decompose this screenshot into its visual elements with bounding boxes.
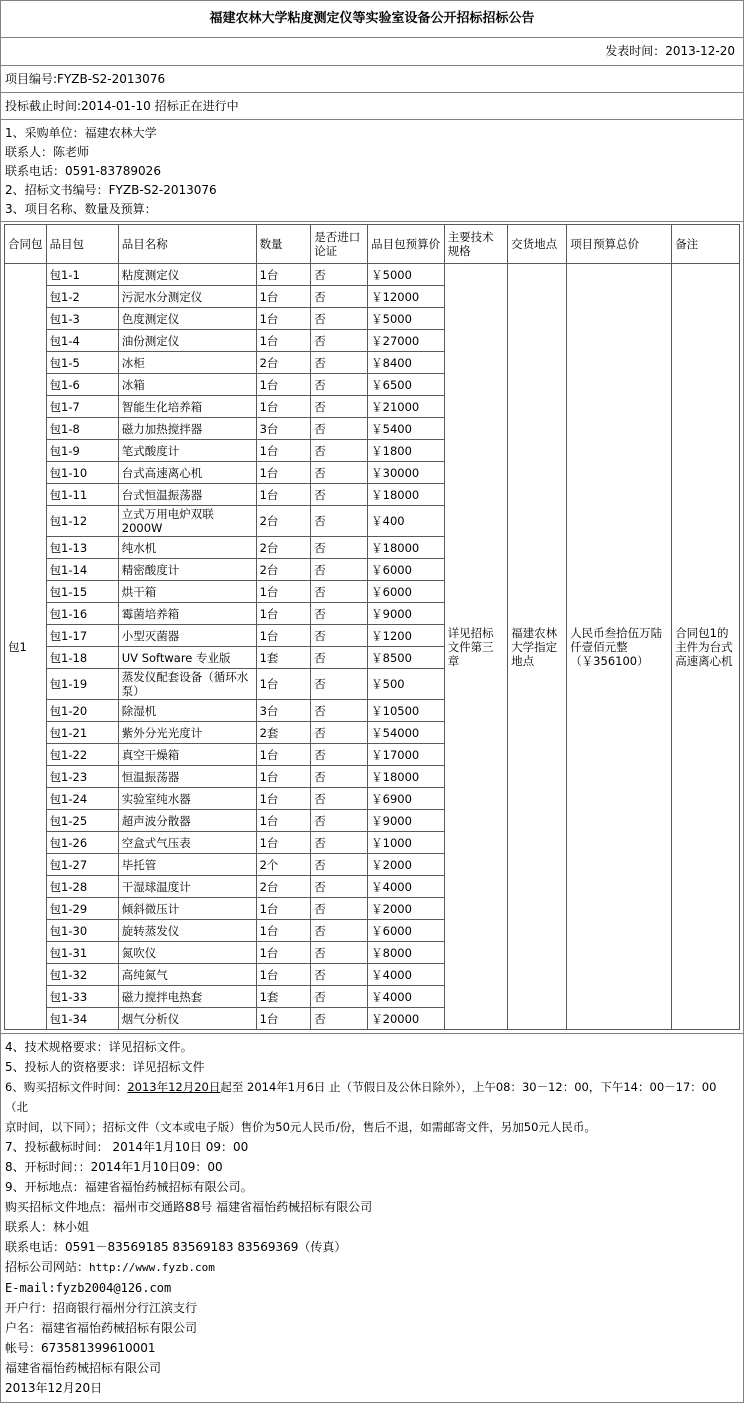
cell-quantity: 1台 (256, 942, 311, 964)
cell-main-tech-spec: 详见招标文件第三章 (444, 264, 507, 1030)
cell-budget-price: ￥500 (368, 669, 445, 700)
note-bid-opening-time: 8、开标时间：：2014年1月10日09：00 (5, 1160, 223, 1174)
cell-item-name: 粘度测定仪 (118, 264, 256, 286)
cell-import-argument: 否 (311, 810, 368, 832)
cell-import-argument: 否 (311, 920, 368, 942)
cell-item-package: 包1-23 (46, 766, 118, 788)
cell-item-package: 包1-26 (46, 832, 118, 854)
cell-item-name: 毕托管 (118, 854, 256, 876)
cell-import-argument: 否 (311, 330, 368, 352)
cell-item-package: 包1-14 (46, 559, 118, 581)
cell-item-package: 包1-13 (46, 537, 118, 559)
cell-item-package: 包1-16 (46, 603, 118, 625)
cell-item-name: 色度测定仪 (118, 308, 256, 330)
cell-quantity: 1台 (256, 744, 311, 766)
cell-item-name: 磁力加热搅拌器 (118, 418, 256, 440)
note-bidder-qualification: 5、投标人的资格要求：详见招标文件 (5, 1060, 205, 1074)
cell-item-package: 包1-11 (46, 484, 118, 506)
cell-item-name: 烟气分析仪 (118, 1008, 256, 1030)
cell-import-argument: 否 (311, 374, 368, 396)
cell-quantity: 1台 (256, 898, 311, 920)
cell-budget-price: ￥6900 (368, 788, 445, 810)
cell-import-argument: 否 (311, 352, 368, 374)
cell-item-name: 冰箱 (118, 374, 256, 396)
cell-item-package: 包1-20 (46, 700, 118, 722)
table-header-row (5, 225, 740, 264)
cell-quantity: 1台 (256, 374, 311, 396)
cell-project-total-budget: 人民币叁拾伍万陆仟壹佰元整（￥356100） (567, 264, 672, 1030)
cell-import-argument: 否 (311, 537, 368, 559)
cell-budget-price: ￥54000 (368, 722, 445, 744)
cell-item-package: 包1-1 (46, 264, 118, 286)
cell-budget-price: ￥6000 (368, 581, 445, 603)
cell-budget-price: ￥17000 (368, 744, 445, 766)
cell-budget-price: ￥8000 (368, 942, 445, 964)
cell-import-argument: 否 (311, 625, 368, 647)
bid-deadline-status: 投标截止时间:2014-01-10 招标正在进行中 (0, 93, 744, 120)
cell-item-name: 立式万用电炉双联2000W (118, 506, 256, 537)
cell-import-argument: 否 (311, 722, 368, 744)
note-company-signature: 福建省福怡药械招标有限公司 (5, 1361, 162, 1375)
cell-budget-price: ￥4000 (368, 876, 445, 898)
cell-import-argument: 否 (311, 669, 368, 700)
cell-quantity: 1台 (256, 462, 311, 484)
cell-import-argument: 否 (311, 440, 368, 462)
cell-import-argument: 否 (311, 286, 368, 308)
cell-item-package: 包1-7 (46, 396, 118, 418)
cell-budget-price: ￥12000 (368, 286, 445, 308)
cell-quantity: 2台 (256, 537, 311, 559)
cell-budget-price: ￥6000 (368, 920, 445, 942)
note6-prefix: 6、购买招标文件时间： (5, 1080, 128, 1094)
cell-budget-price: ￥18000 (368, 766, 445, 788)
cell-quantity: 1台 (256, 788, 311, 810)
website-label: 招标公司网站： (5, 1260, 90, 1274)
th-item-name: 品目名称 (118, 225, 256, 264)
cell-item-package: 包1-15 (46, 581, 118, 603)
cell-import-argument: 否 (311, 832, 368, 854)
note-account-name: 户名：福建省福怡药械招标有限公司 (5, 1321, 198, 1335)
th-import-argument: 是否进口论证 (311, 225, 368, 264)
cell-import-argument: 否 (311, 308, 368, 330)
cell-quantity: 1台 (256, 669, 311, 700)
cell-quantity: 2台 (256, 876, 311, 898)
cell-import-argument: 否 (311, 418, 368, 440)
cell-import-argument: 否 (311, 603, 368, 625)
cell-item-package: 包1-33 (46, 986, 118, 1008)
note6-suffix: 起至 2014年1月6日 止（节假日及公休日除外），上午08：30－12：00，下午14：00－17：00（北 (5, 1080, 717, 1114)
note-document-purchase-place: 购买招标文件地点：福州市交通路88号 福建省福怡药械招标有限公司 (5, 1200, 373, 1214)
cell-import-argument: 否 (311, 264, 368, 286)
cell-budget-price: ￥18000 (368, 537, 445, 559)
contact-phone: 联系电话：0591-83789026 (5, 164, 161, 178)
cell-item-name: 倾斜微压计 (118, 898, 256, 920)
cell-item-name: 台式恒温振荡器 (118, 484, 256, 506)
cell-quantity: 1台 (256, 440, 311, 462)
cell-item-package: 包1-4 (46, 330, 118, 352)
cell-quantity: 1台 (256, 581, 311, 603)
cell-import-argument: 否 (311, 1008, 368, 1030)
cell-item-package: 包1-2 (46, 286, 118, 308)
notes-block (0, 1034, 744, 1403)
cell-item-name: 紫外分光光度计 (118, 722, 256, 744)
cell-item-name: 空盒式气压表 (118, 832, 256, 854)
cell-quantity: 1台 (256, 964, 311, 986)
cell-item-name: 干湿球温度计 (118, 876, 256, 898)
cell-budget-price: ￥30000 (368, 462, 445, 484)
note-bid-closing-time: 7、投标截标时间： 2014年1月10日 09：00 (5, 1140, 249, 1154)
cell-import-argument: 否 (311, 744, 368, 766)
cell-quantity: 1台 (256, 396, 311, 418)
cell-import-argument: 否 (311, 898, 368, 920)
cell-item-package: 包1-21 (46, 722, 118, 744)
cell-item-name: 台式高速离心机 (118, 462, 256, 484)
cell-budget-price: ￥9000 (368, 603, 445, 625)
cell-quantity: 2个 (256, 854, 311, 876)
cell-item-name: 污泥水分测定仪 (118, 286, 256, 308)
note6-start-date: 2013年12月20日 (127, 1080, 221, 1094)
cell-import-argument: 否 (311, 506, 368, 537)
cell-quantity: 1套 (256, 647, 311, 669)
cell-quantity: 1台 (256, 286, 311, 308)
cell-import-argument: 否 (311, 986, 368, 1008)
cell-item-name: 磁力搅拌电热套 (118, 986, 256, 1008)
cell-item-name: 旋转蒸发仪 (118, 920, 256, 942)
cell-import-argument: 否 (311, 964, 368, 986)
cell-item-package: 包1-18 (46, 647, 118, 669)
cell-contract-package: 包1 (5, 264, 47, 1030)
cell-item-name: 纯水机 (118, 537, 256, 559)
cell-import-argument: 否 (311, 559, 368, 581)
th-delivery-place: 交货地点 (508, 225, 567, 264)
cell-item-name: 小型灭菌器 (118, 625, 256, 647)
cell-item-name: 笔式酸度计 (118, 440, 256, 462)
cell-budget-price: ￥5400 (368, 418, 445, 440)
cell-item-package: 包1-19 (46, 669, 118, 700)
cell-item-package: 包1-32 (46, 964, 118, 986)
cell-item-package: 包1-9 (46, 440, 118, 462)
website-url[interactable]: http://www.fyzb.com (89, 1261, 215, 1274)
cell-budget-price: ￥4000 (368, 964, 445, 986)
cell-quantity: 2台 (256, 352, 311, 374)
cell-quantity: 3台 (256, 700, 311, 722)
cell-quantity: 1台 (256, 810, 311, 832)
cell-item-name: 烘干箱 (118, 581, 256, 603)
cell-quantity: 1台 (256, 603, 311, 625)
cell-budget-price: ￥5000 (368, 308, 445, 330)
contact-person: 联系人：陈老师 (5, 145, 90, 159)
publish-date: 发表时间：2013-12-20 (0, 38, 744, 66)
cell-item-package: 包1-34 (46, 1008, 118, 1030)
cell-import-argument: 否 (311, 700, 368, 722)
cell-import-argument: 否 (311, 581, 368, 603)
document-title: 福建农林大学粘度测定仪等实验室设备公开招标招标公告 (0, 0, 744, 38)
cell-item-name: 智能生化培养箱 (118, 396, 256, 418)
cell-quantity: 1台 (256, 484, 311, 506)
note-tech-spec-requirement: 4、技术规格要求：详见招标文件。 (5, 1040, 193, 1054)
cell-item-name: 超声波分散器 (118, 810, 256, 832)
cell-budget-price: ￥6000 (368, 559, 445, 581)
th-item-package: 品目包 (46, 225, 118, 264)
cell-budget-price: ￥2000 (368, 898, 445, 920)
purchaser-unit: 1、采购单位：福建农林大学 (5, 126, 157, 140)
cell-budget-price: ￥20000 (368, 1008, 445, 1030)
th-remark: 备注 (672, 225, 740, 264)
cell-import-argument: 否 (311, 647, 368, 669)
cell-item-name: 恒温振荡器 (118, 766, 256, 788)
cell-budget-price: ￥10500 (368, 700, 445, 722)
cell-delivery-place: 福建农林大学指定地点 (508, 264, 567, 1030)
cell-quantity: 2台 (256, 559, 311, 581)
note-agency-contact-phone: 联系电话：0591－83569185 83569183 83569369（传真） (5, 1240, 347, 1254)
cell-item-name: 真空干燥箱 (118, 744, 256, 766)
cell-budget-price: ￥21000 (368, 396, 445, 418)
cell-item-package: 包1-5 (46, 352, 118, 374)
note-agency-website (5, 1257, 739, 1278)
cell-quantity: 1台 (256, 1008, 311, 1030)
project-section-heading: 3、项目名称、数量及预算： (5, 202, 157, 216)
cell-budget-price: ￥9000 (368, 810, 445, 832)
cell-remark: 合同包1的主件为台式高速离心机 (672, 264, 740, 1030)
cell-budget-price: ￥4000 (368, 986, 445, 1008)
th-project-total-budget: 项目预算总价 (567, 225, 672, 264)
items-table-head (5, 225, 740, 264)
cell-quantity: 1台 (256, 766, 311, 788)
cell-import-argument: 否 (311, 876, 368, 898)
items-table-body (5, 264, 740, 1030)
cell-quantity: 1台 (256, 330, 311, 352)
cell-item-name: 精密酸度计 (118, 559, 256, 581)
cell-budget-price: ￥27000 (368, 330, 445, 352)
cell-item-name: 高纯氮气 (118, 964, 256, 986)
cell-item-package: 包1-22 (46, 744, 118, 766)
items-table (4, 224, 740, 1030)
note-agency-email: E-mail:fyzb2004@126.com (5, 1281, 172, 1295)
cell-quantity: 1台 (256, 308, 311, 330)
cell-item-name: 蒸发仪配套设备（循环水泵） (118, 669, 256, 700)
project-number: 项目编号:FYZB-S2-2013076 (0, 66, 744, 93)
cell-item-name: UV Software 专业版 (118, 647, 256, 669)
purchaser-info-block (0, 120, 744, 222)
cell-budget-price: ￥18000 (368, 484, 445, 506)
cell-budget-price: ￥400 (368, 506, 445, 537)
cell-quantity: 2台 (256, 506, 311, 537)
cell-item-name: 除湿机 (118, 700, 256, 722)
cell-import-argument: 否 (311, 462, 368, 484)
cell-quantity: 1台 (256, 920, 311, 942)
note-document-purchase-time (5, 1077, 739, 1117)
cell-quantity: 1套 (256, 986, 311, 1008)
cell-item-package: 包1-6 (46, 374, 118, 396)
cell-budget-price: ￥1800 (368, 440, 445, 462)
cell-budget-price: ￥6500 (368, 374, 445, 396)
cell-budget-price: ￥2000 (368, 854, 445, 876)
cell-item-package: 包1-27 (46, 854, 118, 876)
cell-import-argument: 否 (311, 396, 368, 418)
cell-import-argument: 否 (311, 788, 368, 810)
cell-item-package: 包1-3 (46, 308, 118, 330)
cell-quantity: 1台 (256, 832, 311, 854)
cell-item-name: 霉菌培养箱 (118, 603, 256, 625)
cell-budget-price: ￥1000 (368, 832, 445, 854)
cell-item-name: 氮吹仪 (118, 942, 256, 964)
cell-import-argument: 否 (311, 484, 368, 506)
tender-doc-number: 2、招标文书编号：FYZB-S2-2013076 (5, 183, 217, 197)
note-signature-date: 2013年12月20日 (5, 1381, 103, 1395)
note-account-number: 帐号：673581399610001 (5, 1341, 156, 1355)
th-main-tech-spec: 主要技术规格 (444, 225, 507, 264)
cell-quantity: 1台 (256, 625, 311, 647)
cell-budget-price: ￥5000 (368, 264, 445, 286)
items-table-container (0, 222, 744, 1034)
note-bank-branch: 开户行：招商银行福州分行江滨支行 (5, 1301, 198, 1315)
cell-item-package: 包1-31 (46, 942, 118, 964)
cell-item-package: 包1-28 (46, 876, 118, 898)
th-item-budget-price: 品目包预算价 (368, 225, 445, 264)
cell-item-name: 实验室纯水器 (118, 788, 256, 810)
cell-item-package: 包1-10 (46, 462, 118, 484)
cell-item-package: 包1-29 (46, 898, 118, 920)
cell-quantity: 1台 (256, 264, 311, 286)
cell-item-package: 包1-30 (46, 920, 118, 942)
cell-item-package: 包1-17 (46, 625, 118, 647)
cell-item-package: 包1-12 (46, 506, 118, 537)
cell-item-package: 包1-8 (46, 418, 118, 440)
cell-budget-price: ￥8400 (368, 352, 445, 374)
cell-item-package: 包1-25 (46, 810, 118, 832)
cell-item-name: 油份测定仪 (118, 330, 256, 352)
note-bid-opening-place: 9、开标地点：福建省福怡药械招标有限公司。 (5, 1180, 253, 1194)
cell-item-name: 冰柜 (118, 352, 256, 374)
cell-import-argument: 否 (311, 854, 368, 876)
table-row (5, 264, 740, 286)
cell-budget-price: ￥1200 (368, 625, 445, 647)
th-quantity: 数量 (256, 225, 311, 264)
cell-item-package: 包1-24 (46, 788, 118, 810)
cell-budget-price: ￥8500 (368, 647, 445, 669)
th-contract-package: 合同包 (5, 225, 47, 264)
cell-quantity: 3台 (256, 418, 311, 440)
note-agency-contact-person: 联系人：林小姐 (5, 1220, 90, 1234)
cell-quantity: 2套 (256, 722, 311, 744)
cell-import-argument: 否 (311, 942, 368, 964)
note-document-purchase-price: 京时间，以下同）；招标文件（文本或电子版）售价为50元人民币/份，售后不退，如需邮寄文件，另加50元人民币。 (5, 1120, 596, 1134)
cell-import-argument: 否 (311, 766, 368, 788)
